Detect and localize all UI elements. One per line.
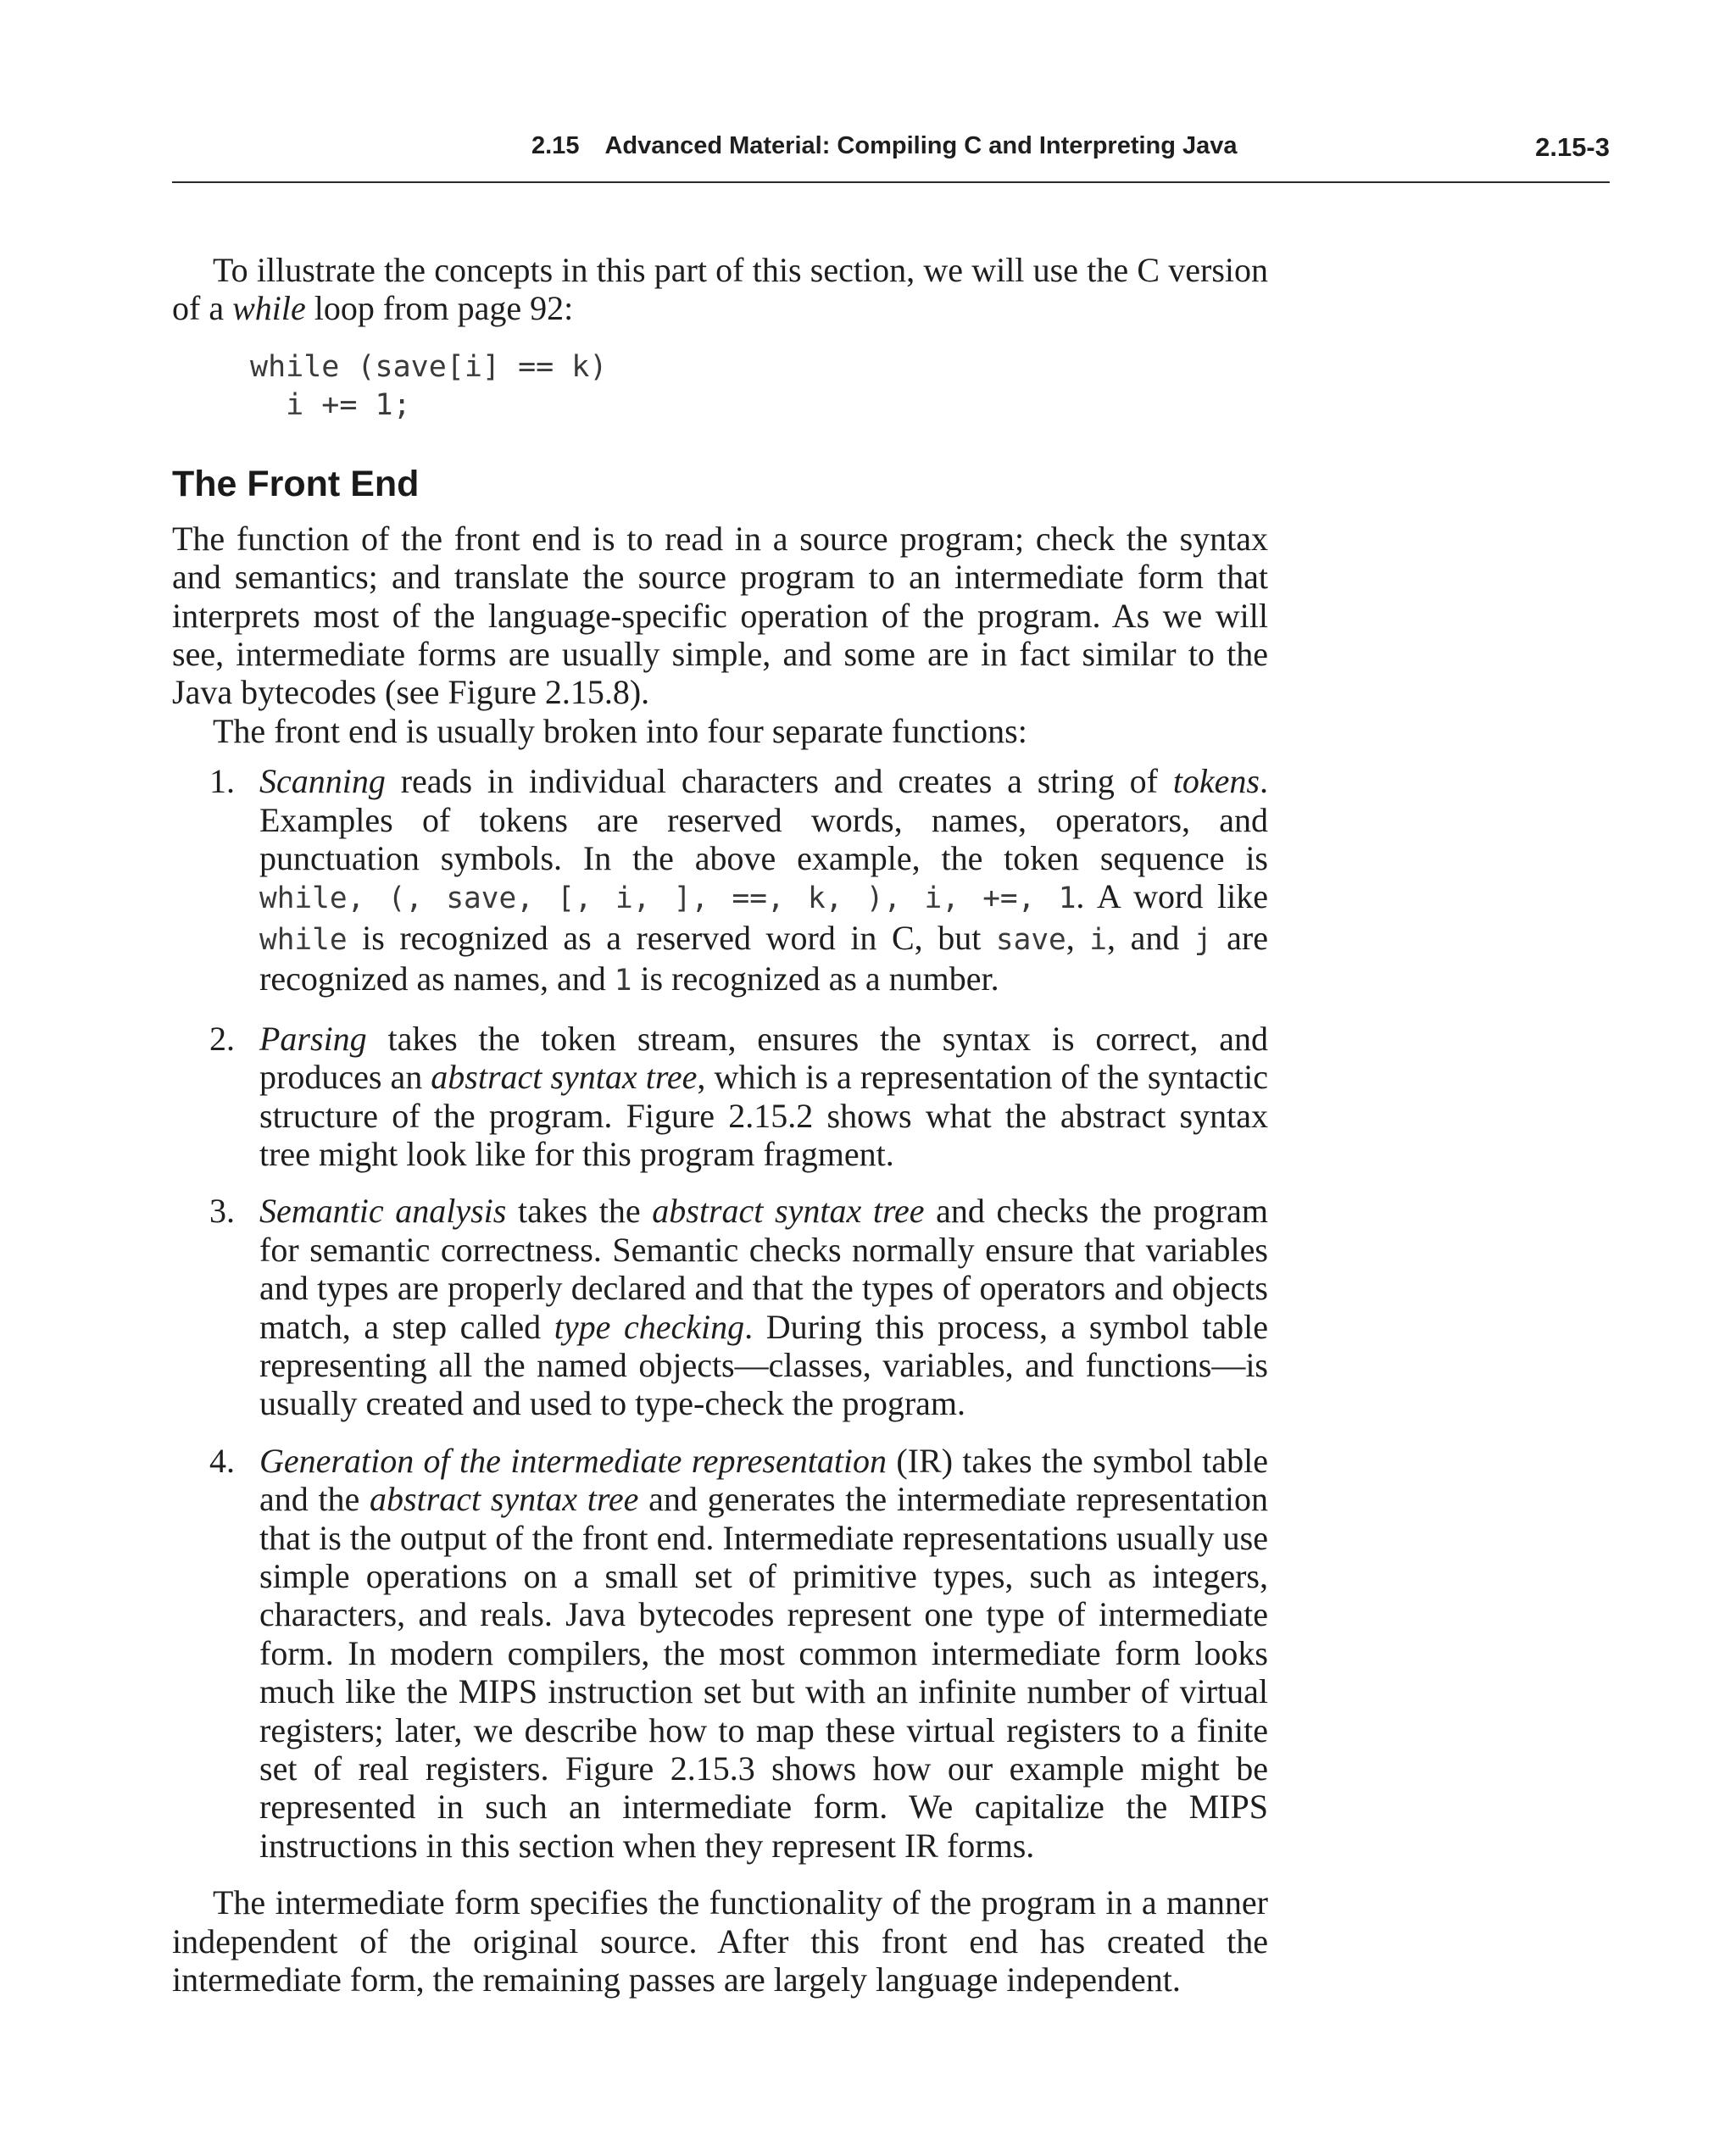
- running-header: [172, 127, 1610, 183]
- section-heading: The Front End: [172, 463, 420, 504]
- list-number: 3.: [209, 1192, 235, 1231]
- code-line: while (save[i] == k): [250, 349, 608, 384]
- list-item-text: Parsing takes the token stream, ensures the syntax is correct, and produces an abstract syntax tree, which is a representation of the syntactic structure of the program. Figure 2.15.2 shows what the abstract syntax tree might look like for this program fragment.: [259, 1019, 1268, 1173]
- code-listing: [250, 348, 1268, 425]
- list-number: 4.: [209, 1441, 235, 1480]
- list-item: [172, 762, 1268, 1000]
- section-title-text: Advanced Material: Compiling C and Interpreting Java: [604, 132, 1238, 159]
- section-title: [531, 132, 1238, 160]
- list-number: 2.: [209, 1019, 235, 1058]
- list-item-text: Scanning reads in individual characters and creates a string of tokens. Examples of tokens are reserved words, names, operators, and punctuation symbols. In the above example, the token sequence is while, (, save, [, i, ], ==, k, ), i, +=, 1. A word like while is recognized as a reserved word in C, but save, i, and j are recognized as names, and 1 is recognized as a number.: [259, 762, 1268, 998]
- numbered-list: [172, 762, 1268, 1865]
- page-number: 2.15-3: [1535, 132, 1610, 162]
- closing-paragraph: The intermediate form specifies the functionality of the program in a manner independent of the original source. After this front end has created the intermediate form, the remaining passes are largely language independent.: [172, 1883, 1268, 1999]
- list-item: [172, 1020, 1268, 1174]
- page-body: [172, 251, 1268, 1999]
- list-number: 1.: [209, 762, 235, 801]
- list-item-text: Semantic analysis takes the abstract syntax tree and checks the program for semantic correctness. Semantic checks normally ensure that variables and types are properly declared and that the types of operators and objects match, a step called type checking. During this process, a symbol table representing all the named objects—classes, variables, and functions—is usually created and used to type-check the program.: [259, 1192, 1268, 1423]
- section-number: 2.15: [531, 132, 580, 159]
- list-item: [172, 1442, 1268, 1865]
- list-item: [172, 1192, 1268, 1422]
- body-paragraph: The front end is usually broken into four separate functions:: [213, 711, 1027, 750]
- intro-paragraph: To illustrate the concepts in this part of this section, we will use the C version of a while loop from page 92:: [172, 251, 1268, 328]
- list-item-text: Generation of the intermediate representation (IR) takes the symbol table and the abstract syntax tree and generates the intermediate representation that is the output of the front end. Intermediate representations usually use simple operations on a small set of primitive types, such as integers, characters, and reals. Java bytecodes represent one type of intermediate form. In modern compilers, the most common intermediate form looks much like the MIPS instruction set but with an infinite number of virtual registers; later, we describe how to map these virtual registers to a finite set of real registers. Figure 2.15.3 shows how our example might be represented in such an intermediate form. We capitalize the MIPS instructions in this section when they represent IR forms.: [259, 1441, 1268, 1865]
- body-paragraph: The function of the front end is to read in a source program; check the syntax and semantics; and translate the source program to an intermediate form that interprets most of the language-specific operation of the program. As we will see, intermediate forms are usually simple, and some are in fact similar to the Java bytecodes (see Figure 2.15.8).: [172, 519, 1268, 712]
- code-line: i += 1;: [250, 387, 411, 422]
